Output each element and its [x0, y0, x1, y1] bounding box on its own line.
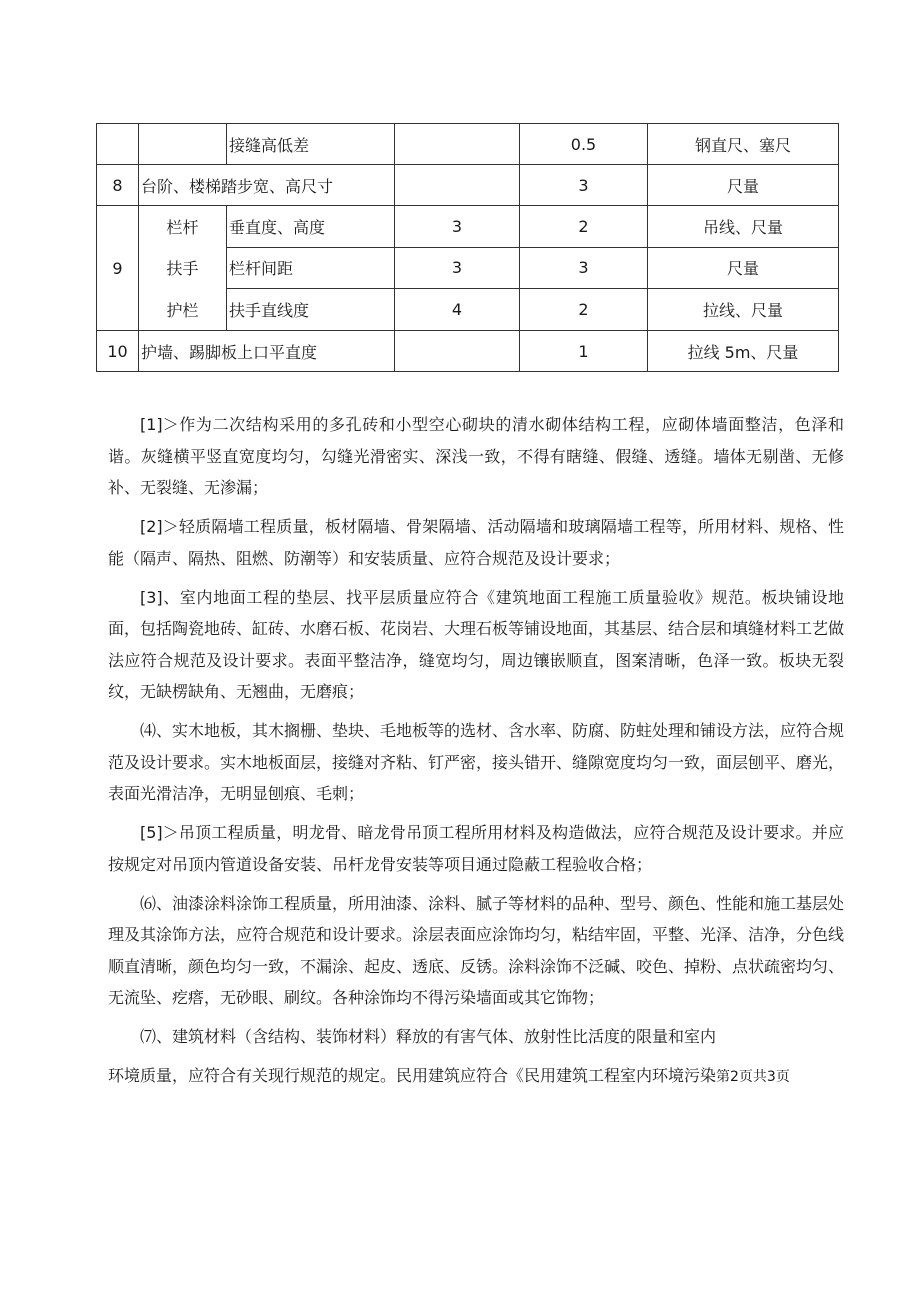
- cell-method: 拉线 5m、尺量: [648, 331, 839, 372]
- cell-c5: 3: [520, 247, 648, 289]
- cell-c5: 2: [520, 289, 648, 331]
- cell-c5: 0.5: [520, 124, 648, 165]
- page-number: 第2页共3页: [716, 1069, 790, 1085]
- cell-method: 钢直尺、塞尺: [648, 124, 839, 165]
- cell-item: 接缝高低差: [227, 124, 395, 165]
- paragraph: ⑷、实木地板，其木搁栅、垫块、毛地板等的选材、含水率、防腐、防蛀处理和铺设方法，应符合规范及设计要求。实木地板面层，接缝对齐粘、钉严密，接头错开、缝隙宽度均匀一致，面层刨平、磨光，表面光滑洁净，无明显刨痕、毛刺；: [108, 721, 845, 803]
- cell-c4: 3: [395, 247, 520, 289]
- cell-method: 拉线、尺量: [648, 289, 839, 331]
- cell-method: 吊线、尺量: [648, 206, 839, 248]
- cell-item: 台阶、楼梯踏步宽、高尺寸: [139, 165, 395, 206]
- cell-no: 10: [97, 331, 139, 372]
- cell-c4: [395, 165, 520, 206]
- table-row: [97, 124, 839, 165]
- footer-text: 环境质量，应符合有关现行规范的规定。民用建筑应符合《民用建筑工程室内环境污染: [108, 1066, 717, 1085]
- cell-c5: 3: [520, 165, 648, 206]
- cell-no: [97, 124, 139, 165]
- cell-item: 栏杆间距: [227, 247, 395, 289]
- paragraph: [2]＞轻质隔墙工程质量，板材隔墙、骨架隔墙、活动隔墙和玻璃隔墙工程等，所用材料、规格、性能（隔声、隔热、阻燃、防潮等）和安装质量、应符合规范及设计要求；: [108, 517, 844, 568]
- cell-item: 扶手直线度: [227, 289, 395, 331]
- paragraph: ⑺、建筑材料（含结构、装饰材料）释放的有害气体、放射性比活度的限量和室内: [140, 1027, 717, 1046]
- cell-c4: [395, 124, 520, 165]
- cell-no: 9: [97, 206, 139, 331]
- group-line: 栏杆: [166, 218, 199, 238]
- paragraph: [3]、室内地面工程的垫层、找平层质量应符合《建筑地面工程施工质量验收》规范。板块铺设地面，包括陶瓷地砖、缸砖、水磨石板、花岗岩、大理石板等铺设地面，其基层、结合层和填缝材料工艺做法应符合规范及设计要求。表面平整洁净，缝宽均匀，周边镶嵌顺直，图案清晰，色泽一致。板块无裂纹，无缺楞缺角、无翘曲，无磨痕；: [108, 587, 845, 701]
- footer-line: [108, 1060, 844, 1094]
- paragraph: [1]＞作为二次结构采用的多孔砖和小型空心砌块的清水砌体结构工程，应砌体墙面整洁，色泽和谐。灰缝横平竖直宽度均匀，勾缝光滑密实、深浅一致，不得有瞎缝、假缝、透缝。墙体无剔凿、无修补、无裂缝、无渗漏；: [108, 415, 844, 497]
- cell-c4: [395, 331, 520, 372]
- cell-c5: 1: [520, 331, 648, 372]
- body-text: [108, 409, 844, 1101]
- table-row: [97, 206, 839, 248]
- cell-method: 尺量: [648, 165, 839, 206]
- cell-no: 8: [97, 165, 139, 206]
- paragraph: ⑹、油漆涂料涂饰工程质量，所用油漆、涂料、腻子等材料的品种、型号、颜色、性能和施工基层处理及其涂饰方法，应符合规范和设计要求。涂层表面应涂饰均匀，粘结牢固，平整、光泽、洁净，分色线顺直清晰，颜色均匀一致，不漏涂、起皮、透底、反锈。涂料涂饰不泛碱、咬色、掉粉、点状疏密均匀、无流坠、疙瘩，无砂眼、刷纹。各种涂饰均不得污染墙面或其它饰物；: [108, 893, 845, 1007]
- cell-group: [139, 124, 227, 165]
- cell-item: 垂直度、高度: [227, 206, 395, 248]
- group-line: 护栏: [166, 300, 199, 320]
- cell-group: [139, 206, 227, 331]
- cell-c5: 2: [520, 206, 648, 248]
- table-row: [97, 165, 839, 206]
- table-row: [97, 331, 839, 372]
- cell-c4: 4: [395, 289, 520, 331]
- group-line: 扶手: [166, 259, 199, 279]
- inspection-table: [96, 123, 839, 372]
- paragraph: [5]＞吊顶工程质量，明龙骨、暗龙骨吊顶工程所用材料及构造做法，应符合规范及设计要求。并应按规定对吊顶内管道设备安装、吊杆龙骨安装等项目通过隐蔽工程验收合格；: [108, 823, 844, 874]
- cell-c4: 3: [395, 206, 520, 248]
- cell-method: 尺量: [648, 247, 839, 289]
- cell-item: 护墙、踢脚板上口平直度: [139, 331, 395, 372]
